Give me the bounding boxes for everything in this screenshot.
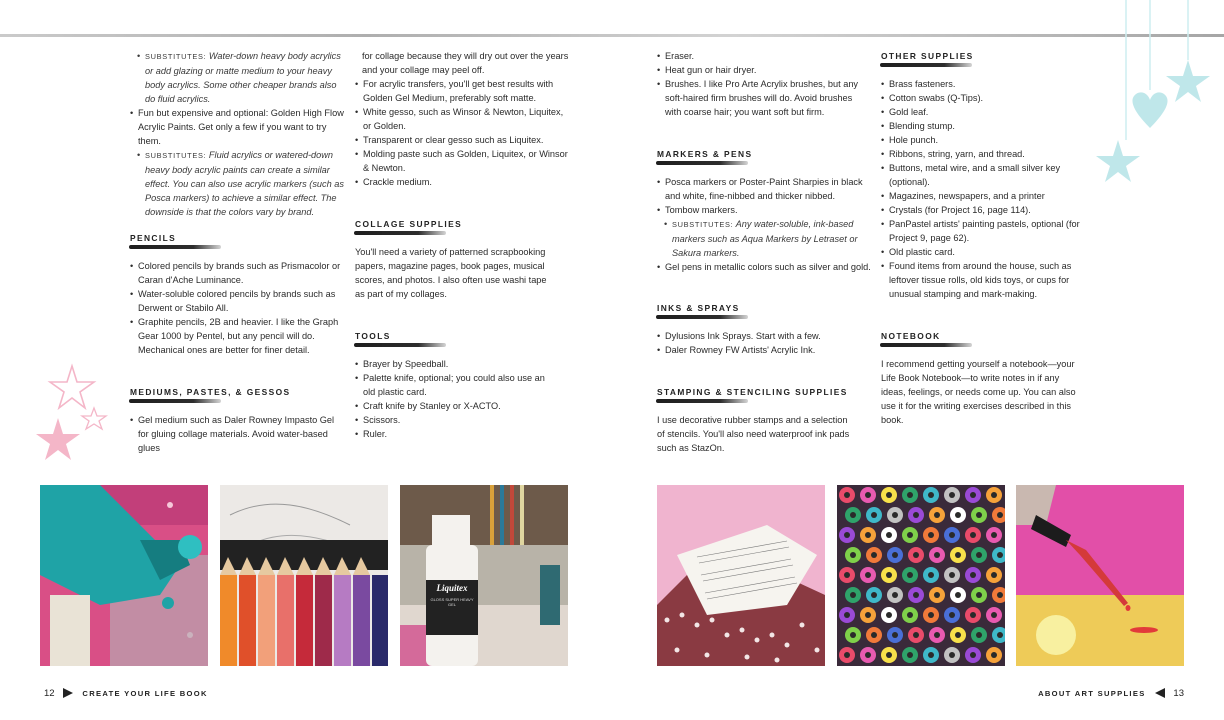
photo-markers: [837, 485, 1005, 666]
jar-brand-label: Liquitex: [436, 583, 468, 593]
list-item: • Dylusions Ink Sprays. Start with a few.: [657, 329, 872, 343]
section-heading-collage: COLLAGE SUPPLIES: [355, 219, 463, 229]
arrow-right-icon: [63, 688, 73, 698]
top-border: [0, 34, 1224, 37]
list-item: • SUBSTITUTES: Water-down heavy body acrylics or add glazing or matte medium to your heavy body acrylics. Some other cheaper brands also do fluid acrylics.: [130, 49, 345, 106]
heading-underline: [656, 315, 748, 319]
photo-paint-bottle: [40, 485, 208, 666]
markers-list: [657, 175, 872, 274]
section-heading-pencils: PENCILS: [130, 233, 177, 243]
list-item: • Ruler.: [355, 427, 555, 441]
list-item: • Brass fasteners.: [881, 77, 1091, 91]
section-heading-notebook: NOTEBOOK: [881, 331, 941, 341]
col3-top-list: [657, 49, 867, 119]
heading-underline: [656, 161, 748, 165]
decor-pink-stars: [30, 360, 110, 470]
section-heading-mediums: MEDIUMS, PASTES, & GESSOS: [130, 387, 291, 397]
list-item: • PanPastel artists' painting pastels, optional (for Project 9, page 62).: [881, 217, 1091, 245]
heart-icon: [1132, 92, 1167, 128]
heading-underline: [880, 343, 972, 347]
list-item: • Colored pencils by brands such as Prismacolor or Caran d'Ache Luminance.: [130, 259, 345, 287]
list-item: • Posca markers or Poster-Paint Sharpies in black and white, fine-nibbed and thicker nibbed.: [657, 175, 872, 203]
list-item: • Transparent or clear gesso such as Liquitex.: [355, 133, 570, 147]
list-item: • Craft knife by Stanley or X-ACTO.: [355, 399, 555, 413]
photo-music-paper: [657, 485, 825, 666]
list-item: • Crystals (for Project 16, page 114).: [881, 203, 1091, 217]
stamping-text: I use decorative rubber stamps and a selection of stencils. You'll also need waterproof ink pads such as StazOn.: [657, 415, 850, 453]
section-heading-tools: TOOLS: [355, 331, 391, 341]
star-icon: [36, 418, 80, 460]
list-item: • SUBSTITUTES: Fluid acrylics or watered-down heavy body acrylic paints can create a similar effect. You can also use acrylic markers (such as Posca markers) to achieve a similar effect. The downside is that the colors vary by brand.: [130, 148, 345, 219]
heading-underline: [354, 343, 446, 347]
list-item: • Scissors.: [355, 413, 555, 427]
list-item: • Cotton swabs (Q-Tips).: [881, 91, 1091, 105]
list-item: • Heat gun or hair dryer.: [657, 63, 867, 77]
list-item: • SUBSTITUTES: Any water-soluble, ink-based markers such as Aqua Markers by Letraset or Sakura markers.: [657, 217, 872, 260]
list-item: • Crackle medium.: [355, 175, 570, 189]
tools-list: [355, 357, 555, 441]
page-number-left: 12: [44, 688, 55, 699]
footer-left: [44, 688, 208, 699]
list-item: • Graphite pencils, 2B and heavier. I like the Graph Gear 1000 by Pentel, but any pencil will do. Mechanical ones are better for finer detail.: [130, 315, 345, 357]
star-icon: [82, 408, 106, 429]
list-item: • Old plastic card.: [881, 245, 1091, 259]
continuation-text: for collage because they will dry out over the years and your collage may peel off.: [362, 51, 569, 75]
list-item: • Daler Rowney FW Artists' Acrylic Ink.: [657, 343, 872, 357]
left-top-list: [130, 49, 345, 219]
mediums-continued: [355, 49, 570, 189]
notebook-text: I recommend getting yourself a notebook—your Life Book Notebook—to write notes in if any ideas, feelings, or needs come up. You can also use it for the writing exercises described in this book.: [881, 359, 1076, 425]
list-item: • Gold leaf.: [881, 105, 1091, 119]
star-icon: [50, 366, 94, 408]
heading-underline: [129, 245, 221, 249]
list-item: • Hole punch.: [881, 133, 1091, 147]
page-number-right: 13: [1173, 688, 1184, 699]
list-item: • Gel medium such as Daler Rowney Impasto Gel for gluing collage materials. Avoid water-based glues: [130, 413, 345, 455]
jar-product-label: GLOSS SUPER HEAVY GEL: [430, 597, 474, 607]
section-heading-markers: MARKERS & PENS: [657, 149, 753, 159]
section-heading-other: OTHER SUPPLIES: [881, 51, 974, 61]
heading-underline: [880, 63, 972, 67]
footer-title-right: ABOUT ART SUPPLIES: [1038, 689, 1146, 698]
footer-title-left: CREATE YOUR LIFE BOOK: [82, 689, 208, 698]
list-item: • Magazines, newspapers, and a printer: [881, 189, 1091, 203]
section-heading-stamping: STAMPING & STENCILING SUPPLIES: [657, 387, 848, 397]
list-item: • Tombow markers.: [657, 203, 872, 217]
heading-underline: [354, 231, 446, 235]
list-item: • Ribbons, string, yarn, and thread.: [881, 147, 1091, 161]
list-item: • Brayer by Speedball.: [355, 357, 555, 371]
heading-underline: [129, 399, 221, 403]
arrow-left-icon: [1155, 688, 1165, 698]
list-item: • For acrylic transfers, you'll get best results with Golden Gel Medium, preferably soft matte.: [355, 77, 570, 105]
list-item: • Blending stump.: [881, 119, 1091, 133]
list-item: • White gesso, such as Winsor & Newton, Liquitex, or Golden.: [355, 105, 570, 133]
list-item: • Fun but expensive and optional: Golden High Flow Acrylic Paints. Get only a few if you want to try them.: [130, 106, 345, 148]
collage-text: You'll need a variety of patterned scrapbooking papers, magazine pages, book pages, musical scores, and photos. I also often use washi tape as part of my collages.: [355, 247, 547, 299]
photo-colored-pencils: [220, 485, 388, 666]
photo-gel-medium-jar: [400, 485, 568, 666]
heading-underline: [656, 399, 748, 403]
section-heading-inks: INKS & SPRAYS: [657, 303, 740, 313]
list-item: • Buttons, metal wire, and a small silver key (optional).: [881, 161, 1091, 189]
star-icon: [1096, 140, 1140, 182]
star-icon: [1166, 60, 1210, 102]
decor-hanging-ornaments: [1090, 0, 1224, 200]
list-item: • Water-soluble colored pencils by brands such as Derwent or Stabilo All.: [130, 287, 345, 315]
list-item: • Molding paste such as Golden, Liquitex, or Winsor & Newton.: [355, 147, 570, 175]
list-item: • Palette knife, optional; you could also use an old plastic card.: [355, 371, 555, 399]
list-item: • Gel pens in metallic colors such as silver and gold.: [657, 260, 872, 274]
photo-ink-dropper: [1016, 485, 1184, 666]
list-item: • Found items from around the house, such as leftover tissue rolls, old kids toys, or cups for unusual stamping and mark-making.: [881, 259, 1091, 301]
pencils-list: [130, 259, 345, 357]
inks-list: [657, 329, 872, 357]
list-item: • Eraser.: [657, 49, 867, 63]
list-item: • Brushes. I like Pro Arte Acrylix brushes, but any soft-haired firm brushes will do. Avoid brushes with coarse hair; you want soft but firm.: [657, 77, 867, 119]
footer-right: [1038, 688, 1184, 699]
mediums-list: [130, 413, 345, 455]
other-list: [881, 77, 1091, 301]
